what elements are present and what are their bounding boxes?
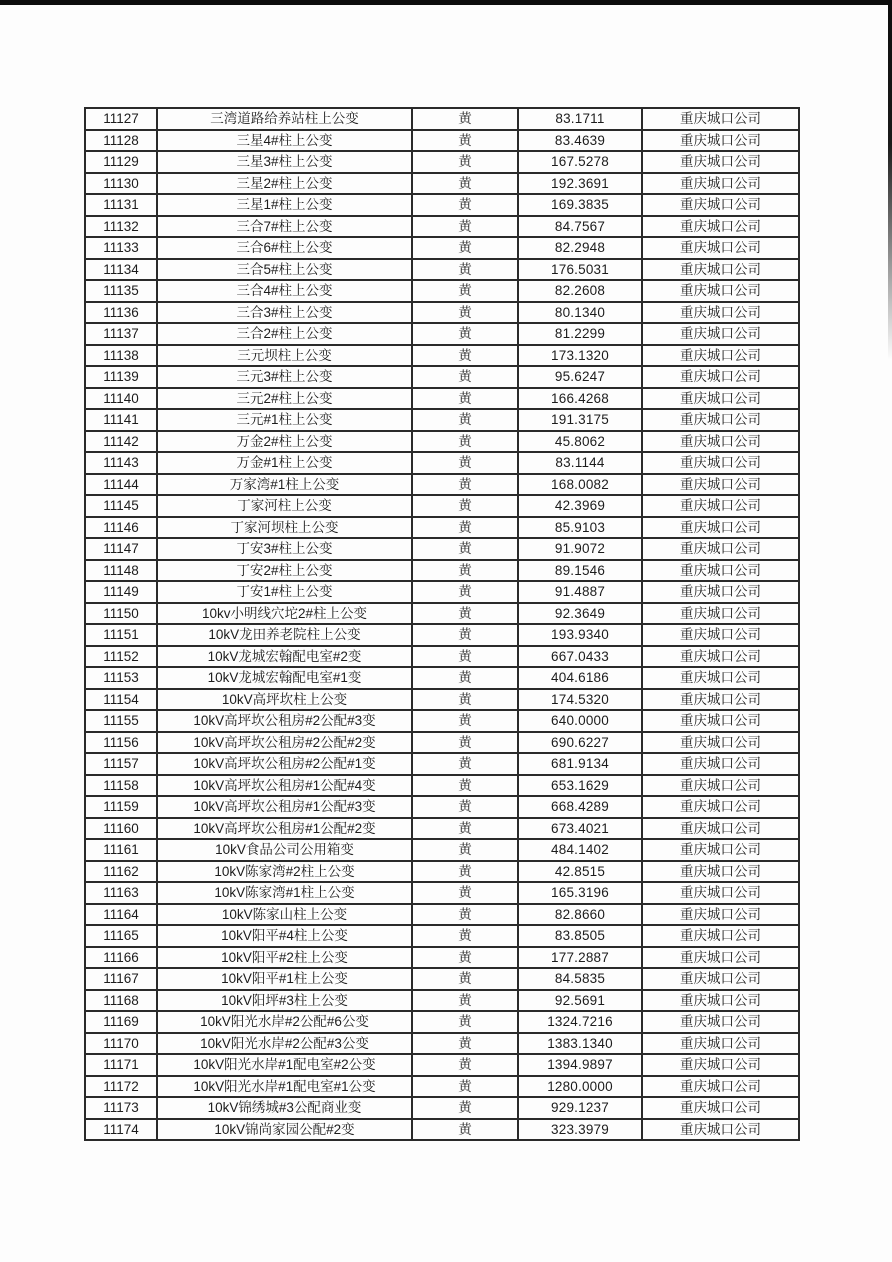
cell-id: 11139	[85, 366, 157, 388]
cell-value: 80.1340	[518, 302, 642, 324]
cell-company: 重庆城口公司	[642, 302, 799, 324]
cell-company: 重庆城口公司	[642, 990, 799, 1012]
cell-value: 1324.7216	[518, 1011, 642, 1033]
cell-value: 176.5031	[518, 259, 642, 281]
table-row	[85, 796, 799, 818]
table-row	[85, 495, 799, 517]
cell-company: 重庆城口公司	[642, 452, 799, 474]
cell-phase: 黄	[412, 130, 518, 152]
cell-company: 重庆城口公司	[642, 646, 799, 668]
cell-value: 191.3175	[518, 409, 642, 431]
cell-value: 165.3196	[518, 882, 642, 904]
cell-id: 11137	[85, 323, 157, 345]
cell-value: 82.2948	[518, 237, 642, 259]
table-row	[85, 1076, 799, 1098]
cell-company: 重庆城口公司	[642, 1033, 799, 1055]
cell-company: 重庆城口公司	[642, 710, 799, 732]
cell-company: 重庆城口公司	[642, 388, 799, 410]
cell-value: 690.6227	[518, 732, 642, 754]
cell-id: 11144	[85, 474, 157, 496]
cell-id: 11169	[85, 1011, 157, 1033]
cell-value: 192.3691	[518, 173, 642, 195]
table-row	[85, 1011, 799, 1033]
cell-id: 11148	[85, 560, 157, 582]
cell-name: 10kV陈家湾#2柱上公变	[157, 861, 412, 883]
table-row	[85, 388, 799, 410]
cell-value: 173.1320	[518, 345, 642, 367]
cell-phase: 黄	[412, 495, 518, 517]
cell-id: 11133	[85, 237, 157, 259]
cell-name: 10kV高坪坎公租房#2公配#1变	[157, 753, 412, 775]
cell-id: 11170	[85, 1033, 157, 1055]
table-row	[85, 216, 799, 238]
cell-name: 三合6#柱上公变	[157, 237, 412, 259]
cell-name: 丁安2#柱上公变	[157, 560, 412, 582]
cell-phase: 黄	[412, 108, 518, 130]
table-row	[85, 624, 799, 646]
cell-company: 重庆城口公司	[642, 151, 799, 173]
cell-phase: 黄	[412, 517, 518, 539]
table-row	[85, 753, 799, 775]
cell-phase: 黄	[412, 839, 518, 861]
cell-value: 673.4021	[518, 818, 642, 840]
table-row	[85, 1119, 799, 1141]
cell-value: 167.5278	[518, 151, 642, 173]
cell-id: 11128	[85, 130, 157, 152]
table-row	[85, 130, 799, 152]
cell-name: 万金#1柱上公变	[157, 452, 412, 474]
cell-name: 10kV锦绣城#3公配商业变	[157, 1097, 412, 1119]
cell-value: 1383.1340	[518, 1033, 642, 1055]
cell-id: 11162	[85, 861, 157, 883]
cell-phase: 黄	[412, 667, 518, 689]
cell-phase: 黄	[412, 366, 518, 388]
cell-value: 667.0433	[518, 646, 642, 668]
cell-phase: 黄	[412, 431, 518, 453]
cell-company: 重庆城口公司	[642, 818, 799, 840]
cell-name: 三元2#柱上公变	[157, 388, 412, 410]
cell-id: 11166	[85, 947, 157, 969]
scan-artifact-right-strip	[888, 0, 892, 360]
cell-company: 重庆城口公司	[642, 538, 799, 560]
cell-id: 11138	[85, 345, 157, 367]
cell-phase: 黄	[412, 818, 518, 840]
transformer-records-table	[84, 107, 800, 1141]
cell-phase: 黄	[412, 216, 518, 238]
cell-value: 92.3649	[518, 603, 642, 625]
table-row	[85, 151, 799, 173]
cell-id: 11171	[85, 1054, 157, 1076]
cell-company: 重庆城口公司	[642, 345, 799, 367]
cell-phase: 黄	[412, 1054, 518, 1076]
cell-id: 11167	[85, 968, 157, 990]
cell-value: 929.1237	[518, 1097, 642, 1119]
cell-value: 84.7567	[518, 216, 642, 238]
cell-name: 丁安1#柱上公变	[157, 581, 412, 603]
cell-company: 重庆城口公司	[642, 194, 799, 216]
cell-name: 10kV龙城宏翰配电室#2变	[157, 646, 412, 668]
cell-company: 重庆城口公司	[642, 968, 799, 990]
table-row	[85, 667, 799, 689]
cell-company: 重庆城口公司	[642, 1097, 799, 1119]
cell-name: 10kV高坪坎公租房#1公配#4变	[157, 775, 412, 797]
cell-id: 11142	[85, 431, 157, 453]
cell-id: 11143	[85, 452, 157, 474]
cell-name: 10kV陈家山柱上公变	[157, 904, 412, 926]
cell-id: 11173	[85, 1097, 157, 1119]
cell-value: 45.8062	[518, 431, 642, 453]
cell-name: 三合5#柱上公变	[157, 259, 412, 281]
cell-name: 10kV阳平#2柱上公变	[157, 947, 412, 969]
table-row	[85, 775, 799, 797]
cell-id: 11151	[85, 624, 157, 646]
cell-name: 三合7#柱上公变	[157, 216, 412, 238]
cell-phase: 黄	[412, 689, 518, 711]
cell-id: 11168	[85, 990, 157, 1012]
cell-value: 681.9134	[518, 753, 642, 775]
cell-value: 653.1629	[518, 775, 642, 797]
cell-value: 1280.0000	[518, 1076, 642, 1098]
cell-phase: 黄	[412, 259, 518, 281]
table-row	[85, 818, 799, 840]
cell-name: 10kV龙田养老院柱上公变	[157, 624, 412, 646]
cell-company: 重庆城口公司	[642, 689, 799, 711]
table-row	[85, 882, 799, 904]
cell-id: 11135	[85, 280, 157, 302]
table-row	[85, 302, 799, 324]
cell-phase: 黄	[412, 1097, 518, 1119]
cell-name: 10kV阳光水岸#1配电室#1公变	[157, 1076, 412, 1098]
cell-name: 万家湾#1柱上公变	[157, 474, 412, 496]
cell-id: 11131	[85, 194, 157, 216]
cell-name: 万金2#柱上公变	[157, 431, 412, 453]
cell-value: 42.3969	[518, 495, 642, 517]
cell-phase: 黄	[412, 732, 518, 754]
table-row	[85, 1054, 799, 1076]
cell-value: 193.9340	[518, 624, 642, 646]
cell-value: 42.8515	[518, 861, 642, 883]
cell-id: 11141	[85, 409, 157, 431]
cell-id: 11154	[85, 689, 157, 711]
cell-value: 166.4268	[518, 388, 642, 410]
cell-phase: 黄	[412, 409, 518, 431]
table-row	[85, 259, 799, 281]
table-row	[85, 990, 799, 1012]
cell-name: 三湾道路给养站柱上公变	[157, 108, 412, 130]
table-row	[85, 581, 799, 603]
table-row	[85, 925, 799, 947]
cell-phase: 黄	[412, 151, 518, 173]
cell-id: 11157	[85, 753, 157, 775]
cell-phase: 黄	[412, 646, 518, 668]
cell-id: 11163	[85, 882, 157, 904]
cell-company: 重庆城口公司	[642, 237, 799, 259]
cell-id: 11147	[85, 538, 157, 560]
cell-id: 11155	[85, 710, 157, 732]
cell-name: 丁家河柱上公变	[157, 495, 412, 517]
table-row	[85, 452, 799, 474]
cell-company: 重庆城口公司	[642, 925, 799, 947]
table-row	[85, 194, 799, 216]
cell-phase: 黄	[412, 1076, 518, 1098]
cell-name: 10kV阳坪#3柱上公变	[157, 990, 412, 1012]
cell-id: 11152	[85, 646, 157, 668]
cell-id: 11140	[85, 388, 157, 410]
cell-name: 10kV食品公司公用箱变	[157, 839, 412, 861]
cell-company: 重庆城口公司	[642, 603, 799, 625]
cell-company: 重庆城口公司	[642, 624, 799, 646]
cell-id: 11172	[85, 1076, 157, 1098]
cell-value: 404.6186	[518, 667, 642, 689]
cell-company: 重庆城口公司	[642, 732, 799, 754]
cell-company: 重庆城口公司	[642, 474, 799, 496]
cell-name: 10kV阳平#4柱上公变	[157, 925, 412, 947]
cell-name: 10kV龙城宏翰配电室#1变	[157, 667, 412, 689]
table-row	[85, 280, 799, 302]
cell-company: 重庆城口公司	[642, 366, 799, 388]
cell-phase: 黄	[412, 237, 518, 259]
cell-phase: 黄	[412, 280, 518, 302]
cell-value: 89.1546	[518, 560, 642, 582]
cell-value: 83.1711	[518, 108, 642, 130]
table-row	[85, 710, 799, 732]
cell-phase: 黄	[412, 925, 518, 947]
cell-company: 重庆城口公司	[642, 495, 799, 517]
cell-name: 10kV高坪坎公租房#2公配#2变	[157, 732, 412, 754]
cell-name: 三元#1柱上公变	[157, 409, 412, 431]
cell-value: 83.4639	[518, 130, 642, 152]
table-row	[85, 237, 799, 259]
cell-phase: 黄	[412, 560, 518, 582]
cell-value: 323.3979	[518, 1119, 642, 1141]
cell-id: 11149	[85, 581, 157, 603]
cell-value: 84.5835	[518, 968, 642, 990]
cell-company: 重庆城口公司	[642, 409, 799, 431]
cell-company: 重庆城口公司	[642, 1119, 799, 1141]
cell-name: 10kV阳光水岸#2公配#6公变	[157, 1011, 412, 1033]
cell-value: 85.9103	[518, 517, 642, 539]
cell-phase: 黄	[412, 947, 518, 969]
cell-company: 重庆城口公司	[642, 581, 799, 603]
table-row	[85, 323, 799, 345]
cell-phase: 黄	[412, 302, 518, 324]
cell-id: 11134	[85, 259, 157, 281]
table-row	[85, 538, 799, 560]
cell-id: 11156	[85, 732, 157, 754]
table-row	[85, 409, 799, 431]
cell-phase: 黄	[412, 1033, 518, 1055]
cell-company: 重庆城口公司	[642, 280, 799, 302]
cell-phase: 黄	[412, 452, 518, 474]
table-row	[85, 646, 799, 668]
cell-company: 重庆城口公司	[642, 839, 799, 861]
cell-id: 11153	[85, 667, 157, 689]
cell-id: 11127	[85, 108, 157, 130]
table-row	[85, 173, 799, 195]
cell-company: 重庆城口公司	[642, 796, 799, 818]
cell-name: 10kV高坪坎公租房#2公配#3变	[157, 710, 412, 732]
cell-phase: 黄	[412, 194, 518, 216]
table-row	[85, 839, 799, 861]
cell-name: 三星1#柱上公变	[157, 194, 412, 216]
cell-name: 10kV高坪坎公租房#1公配#3变	[157, 796, 412, 818]
cell-value: 169.3835	[518, 194, 642, 216]
cell-name: 三星3#柱上公变	[157, 151, 412, 173]
cell-company: 重庆城口公司	[642, 431, 799, 453]
cell-value: 91.4887	[518, 581, 642, 603]
cell-company: 重庆城口公司	[642, 904, 799, 926]
cell-id: 11161	[85, 839, 157, 861]
cell-name: 10kV阳光水岸#1配电室#2公变	[157, 1054, 412, 1076]
cell-id: 11146	[85, 517, 157, 539]
cell-name: 10kv小明线穴坨2#柱上公变	[157, 603, 412, 625]
cell-id: 11150	[85, 603, 157, 625]
cell-value: 82.2608	[518, 280, 642, 302]
cell-id: 11136	[85, 302, 157, 324]
cell-value: 640.0000	[518, 710, 642, 732]
cell-name: 10kV高坪坎公租房#1公配#2变	[157, 818, 412, 840]
cell-phase: 黄	[412, 882, 518, 904]
cell-id: 11158	[85, 775, 157, 797]
cell-name: 丁安3#柱上公变	[157, 538, 412, 560]
cell-name: 三星4#柱上公变	[157, 130, 412, 152]
table-row	[85, 1033, 799, 1055]
cell-name: 丁家河坝柱上公变	[157, 517, 412, 539]
table-row	[85, 947, 799, 969]
table-row	[85, 474, 799, 496]
cell-phase: 黄	[412, 538, 518, 560]
cell-value: 484.1402	[518, 839, 642, 861]
cell-id: 11174	[85, 1119, 157, 1141]
scan-artifact-top-bar	[0, 0, 892, 5]
cell-company: 重庆城口公司	[642, 1054, 799, 1076]
cell-value: 168.0082	[518, 474, 642, 496]
table-row	[85, 366, 799, 388]
cell-company: 重庆城口公司	[642, 947, 799, 969]
cell-value: 82.8660	[518, 904, 642, 926]
table-row	[85, 861, 799, 883]
cell-value: 83.8505	[518, 925, 642, 947]
cell-id: 11165	[85, 925, 157, 947]
cell-id: 11130	[85, 173, 157, 195]
cell-name: 三星2#柱上公变	[157, 173, 412, 195]
cell-value: 174.5320	[518, 689, 642, 711]
cell-phase: 黄	[412, 1011, 518, 1033]
cell-phase: 黄	[412, 904, 518, 926]
table-row	[85, 904, 799, 926]
cell-company: 重庆城口公司	[642, 775, 799, 797]
cell-phase: 黄	[412, 581, 518, 603]
cell-value: 91.9072	[518, 538, 642, 560]
cell-phase: 黄	[412, 753, 518, 775]
cell-company: 重庆城口公司	[642, 1076, 799, 1098]
cell-company: 重庆城口公司	[642, 882, 799, 904]
cell-value: 81.2299	[518, 323, 642, 345]
cell-value: 1394.9897	[518, 1054, 642, 1076]
cell-name: 三元3#柱上公变	[157, 366, 412, 388]
cell-value: 92.5691	[518, 990, 642, 1012]
cell-id: 11160	[85, 818, 157, 840]
cell-company: 重庆城口公司	[642, 861, 799, 883]
cell-phase: 黄	[412, 388, 518, 410]
cell-company: 重庆城口公司	[642, 323, 799, 345]
cell-name: 10kV锦尚家园公配#2变	[157, 1119, 412, 1141]
table-row	[85, 689, 799, 711]
cell-company: 重庆城口公司	[642, 259, 799, 281]
cell-id: 11159	[85, 796, 157, 818]
table-row	[85, 603, 799, 625]
cell-value: 95.6247	[518, 366, 642, 388]
table-row	[85, 560, 799, 582]
cell-id: 11129	[85, 151, 157, 173]
cell-name: 10kV高坪坎柱上公变	[157, 689, 412, 711]
cell-phase: 黄	[412, 861, 518, 883]
table-row	[85, 517, 799, 539]
cell-company: 重庆城口公司	[642, 1011, 799, 1033]
cell-value: 83.1144	[518, 452, 642, 474]
cell-name: 10kV陈家湾#1柱上公变	[157, 882, 412, 904]
table-row	[85, 1097, 799, 1119]
table-row	[85, 732, 799, 754]
table-body	[85, 108, 799, 1140]
cell-name: 三合2#柱上公变	[157, 323, 412, 345]
cell-name: 三合3#柱上公变	[157, 302, 412, 324]
cell-company: 重庆城口公司	[642, 173, 799, 195]
cell-phase: 黄	[412, 710, 518, 732]
cell-id: 11145	[85, 495, 157, 517]
cell-phase: 黄	[412, 345, 518, 367]
cell-phase: 黄	[412, 603, 518, 625]
cell-company: 重庆城口公司	[642, 560, 799, 582]
table-row	[85, 345, 799, 367]
cell-phase: 黄	[412, 173, 518, 195]
cell-name: 10kV阳平#1柱上公变	[157, 968, 412, 990]
cell-phase: 黄	[412, 990, 518, 1012]
cell-company: 重庆城口公司	[642, 517, 799, 539]
table-row	[85, 431, 799, 453]
cell-phase: 黄	[412, 624, 518, 646]
cell-phase: 黄	[412, 323, 518, 345]
cell-phase: 黄	[412, 775, 518, 797]
cell-name: 三合4#柱上公变	[157, 280, 412, 302]
cell-phase: 黄	[412, 1119, 518, 1141]
table-row	[85, 108, 799, 130]
cell-value: 177.2887	[518, 947, 642, 969]
cell-company: 重庆城口公司	[642, 216, 799, 238]
cell-company: 重庆城口公司	[642, 108, 799, 130]
cell-company: 重庆城口公司	[642, 753, 799, 775]
cell-phase: 黄	[412, 474, 518, 496]
cell-name: 三元坝柱上公变	[157, 345, 412, 367]
cell-name: 10kV阳光水岸#2公配#3公变	[157, 1033, 412, 1055]
cell-company: 重庆城口公司	[642, 130, 799, 152]
cell-phase: 黄	[412, 796, 518, 818]
table-row	[85, 968, 799, 990]
cell-company: 重庆城口公司	[642, 667, 799, 689]
cell-phase: 黄	[412, 968, 518, 990]
cell-value: 668.4289	[518, 796, 642, 818]
cell-id: 11164	[85, 904, 157, 926]
cell-id: 11132	[85, 216, 157, 238]
